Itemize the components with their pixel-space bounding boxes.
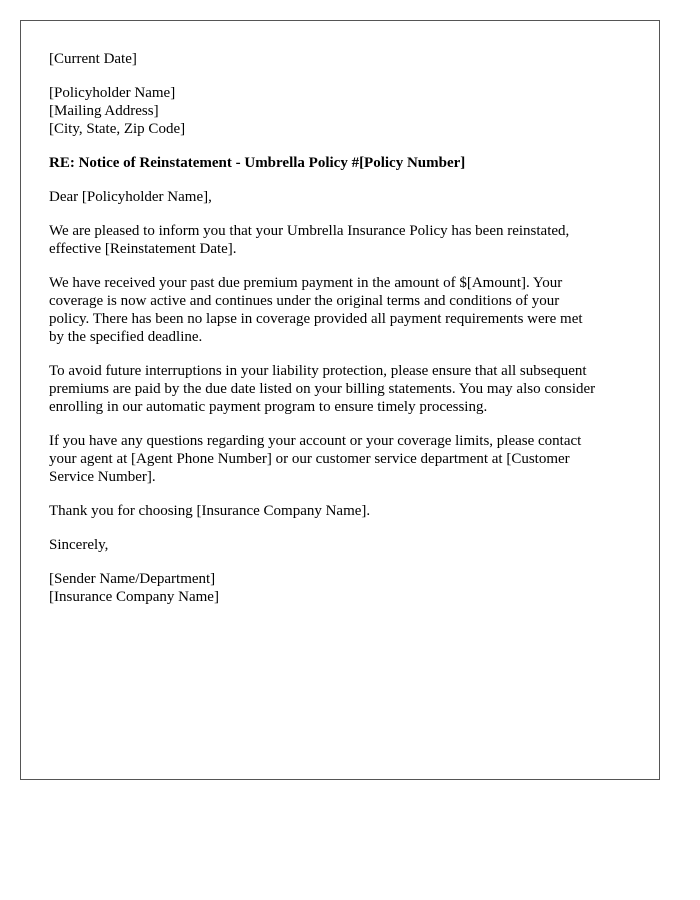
- paragraph-avoid-interruptions: [49, 362, 631, 416]
- paragraph-contact: [49, 432, 631, 486]
- paragraph-line: by the specified deadline.: [49, 329, 203, 345]
- recipient-address: [Mailing Address]: [49, 103, 159, 119]
- paragraph-line: If you have any questions regarding your account or your coverage limits, please contact: [49, 433, 582, 449]
- subject-line: [49, 154, 631, 172]
- recipient-address-block: [49, 84, 631, 138]
- paragraph-line: policy. There has been no lapse in coverage provided all payment requirements were met: [49, 311, 583, 327]
- subject-text: RE: Notice of Reinstatement - Umbrella Policy #[Policy Number]: [49, 155, 466, 171]
- salutation-text: Dear [Policyholder Name],: [49, 189, 212, 205]
- salutation: [49, 188, 631, 206]
- date-text: [Current Date]: [49, 51, 137, 67]
- letter-page: [20, 20, 660, 780]
- paragraph-line: Service Number].: [49, 469, 156, 485]
- paragraph-line: premiums are paid by the due date listed on your billing statements. You may also consider: [49, 381, 596, 397]
- paragraph-reinstatement: [49, 222, 631, 258]
- paragraph-line: effective [Reinstatement Date].: [49, 241, 237, 257]
- sender-name: [Sender Name/Department]: [49, 571, 216, 587]
- recipient-city-state-zip: [City, State, Zip Code]: [49, 121, 186, 137]
- paragraph-line: coverage is now active and continues under the original terms and conditions of your: [49, 293, 560, 309]
- paragraph-line: We have received your past due premium payment in the amount of $[Amount]. Your: [49, 275, 563, 291]
- signature-block: [49, 570, 631, 606]
- closing: [49, 536, 631, 554]
- closing-text: Sincerely,: [49, 537, 109, 553]
- paragraph-payment-received: [49, 274, 631, 346]
- paragraph-line: Thank you for choosing [Insurance Company Name].: [49, 503, 371, 519]
- paragraph-thank-you: [49, 502, 631, 520]
- paragraph-line: enrolling in our automatic payment program to ensure timely processing.: [49, 399, 488, 415]
- letter-date: [49, 50, 631, 68]
- company-name: [Insurance Company Name]: [49, 589, 219, 605]
- paragraph-line: We are pleased to inform you that your Umbrella Insurance Policy has been reinstated,: [49, 223, 570, 239]
- paragraph-line: To avoid future interruptions in your liability protection, please ensure that all subsequent: [49, 363, 587, 379]
- paragraph-line: your agent at [Agent Phone Number] or our customer service department at [Customer: [49, 451, 570, 467]
- recipient-name: [Policyholder Name]: [49, 85, 176, 101]
